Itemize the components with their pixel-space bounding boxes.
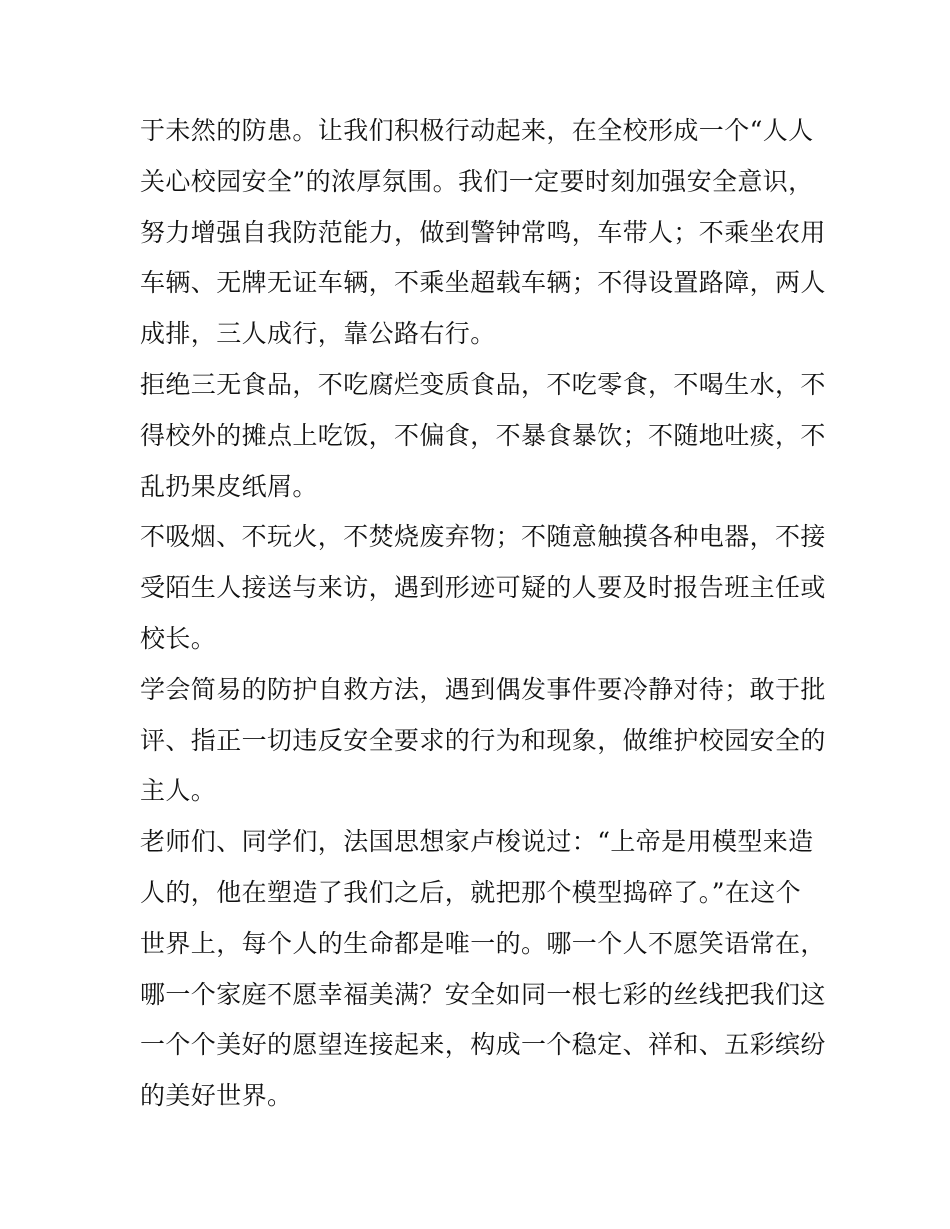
text-line: 成排，三人成行，靠公路右行。 xyxy=(140,319,496,349)
text-line: 得校外的摊点上吃饭，不偏食，不暴食暴饮；不随地吐痰，不 xyxy=(140,420,826,450)
text-line: 老师们、同学们，法国思想家卢梭说过：“上帝是用模型来造 xyxy=(140,827,814,857)
text-line: 拒绝三无食品，不吃腐烂变质食品，不吃零食，不喝生水，不 xyxy=(140,369,826,399)
text-line: 人的，他在塑造了我们之后，就把那个模型捣碎了。”在这个 xyxy=(140,877,802,907)
text-line: 评、指正一切违反安全要求的行为和现象，做维护校园安全的 xyxy=(140,725,826,755)
text-line: 学会简易的防护自救方法，遇到偶发事件要冷静对待；敢于批 xyxy=(140,674,826,704)
body-text xyxy=(140,106,826,1122)
text-line: 主人。 xyxy=(140,776,217,806)
text-line: 校长。 xyxy=(140,623,217,653)
text-line: 于未然的防患。让我们积极行动起来，在全校形成一个“人人 xyxy=(140,116,814,145)
text-line: 乱扔果皮纸屑。 xyxy=(140,471,318,501)
text-line: 世界上，每个人的生命都是唯一的。哪一个人不愿笑语常在， xyxy=(140,928,826,958)
text-line: 努力增强自我防范能力，做到警钟常鸣，车带人；不乘坐农用 xyxy=(140,217,826,247)
text-line: 关心校园安全”的浓厚氛围。我们一定要时刻加强安全意识， xyxy=(140,166,814,196)
text-line: 不吸烟、不玩火，不焚烧废弃物；不随意触摸各种电器，不接 xyxy=(140,522,826,552)
text-line: 车辆、无牌无证车辆，不乘坐超载车辆；不得设置路障，两人 xyxy=(140,268,826,298)
text-line: 一个个美好的愿望连接起来，构成一个稳定、祥和、五彩缤纷 xyxy=(140,1030,826,1060)
text-line: 的美好世界。 xyxy=(140,1081,293,1111)
text-line: 受陌生人接送与来访，遇到形迹可疑的人要及时报告班主任或 xyxy=(140,573,826,603)
text-line: 哪一个家庭不愿幸福美满？安全如同一根七彩的丝线把我们这 xyxy=(140,979,826,1009)
